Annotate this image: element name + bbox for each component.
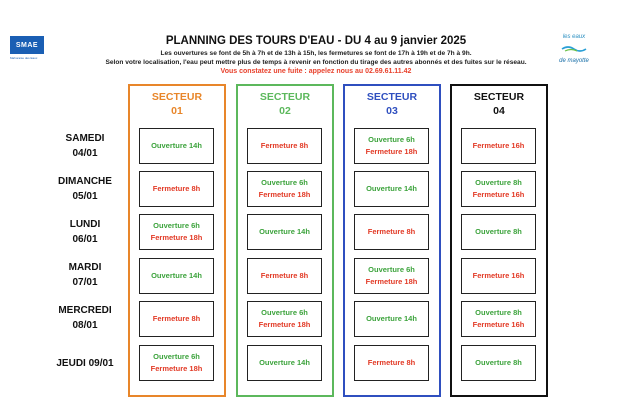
closing-time: Fermeture 16h	[472, 271, 525, 280]
schedule-cell	[354, 214, 429, 250]
closing-time: Fermeture 18h	[365, 147, 418, 156]
day-date: 06/01	[72, 234, 98, 245]
opening-time: Ouverture 6h	[153, 221, 200, 230]
schedule-cell	[247, 128, 322, 164]
sector-label: SECTEUR	[473, 91, 525, 103]
schedule-cell	[461, 171, 536, 207]
schedule-cell	[461, 301, 536, 337]
closing-time: Fermeture 18h	[150, 233, 203, 242]
opening-time: Ouverture 14h	[151, 271, 202, 280]
schedule-cell	[354, 128, 429, 164]
day-label	[48, 356, 122, 371]
sector-label: SECTEUR	[259, 91, 311, 103]
closing-time: Fermeture 8h	[152, 184, 201, 193]
opening-time: Ouverture 6h	[261, 178, 308, 187]
schedule-cell	[247, 214, 322, 250]
closing-time: Fermeture 8h	[367, 358, 416, 367]
sector-header	[452, 86, 546, 118]
day-name: LUNDI	[69, 219, 101, 230]
leak-alert: Vous constatez une fuite : appelez nous au 02.69.61.11.42	[220, 67, 412, 75]
schedule-cell	[139, 301, 214, 337]
sector-header	[130, 86, 224, 118]
schedule-cell	[247, 345, 322, 381]
opening-time: Ouverture 8h	[475, 227, 522, 236]
sector-number: 03	[386, 105, 398, 117]
schedule-info: Les ouvertures se font de 5h à 7h et de 13h à 15h, les fermetures se font de 17h à 19h et de 7h à 9h.	[160, 50, 472, 57]
sector-header	[238, 86, 332, 118]
schedule-cell	[354, 301, 429, 337]
day-name: DIMANCHE	[58, 176, 112, 187]
schedule-cell	[247, 258, 322, 294]
day-date: 07/01	[72, 277, 98, 288]
sector-number: 04	[493, 105, 505, 117]
closing-time: Fermeture 16h	[472, 320, 525, 329]
opening-time: Ouverture 14h	[366, 184, 417, 193]
eaux-mayotte-logo-line1: les eaux	[562, 34, 586, 40]
schedule-cell	[247, 301, 322, 337]
schedule-cell	[139, 258, 214, 294]
closing-time: Fermeture 18h	[150, 364, 203, 373]
opening-time: Ouverture 8h	[475, 358, 522, 367]
day-name: SAMEDI	[65, 133, 105, 144]
schedule-cell	[354, 345, 429, 381]
closing-time: Fermeture 8h	[367, 227, 416, 236]
opening-time: Ouverture 14h	[259, 227, 310, 236]
opening-time: Ouverture 14h	[151, 141, 202, 150]
day-name: MERCREDI	[58, 305, 112, 316]
opening-time: Ouverture 14h	[366, 314, 417, 323]
closing-time: Fermeture 16h	[472, 190, 525, 199]
day-name: MARDI	[68, 262, 102, 273]
closing-time: Fermeture 8h	[260, 141, 309, 150]
smae-logo-mark: SMAE	[10, 36, 44, 54]
day-label	[48, 131, 122, 161]
sector-header	[345, 86, 439, 118]
schedule-cell	[139, 128, 214, 164]
eaux-mayotte-logo-line2: de mayotte	[559, 58, 589, 64]
day-label	[48, 260, 122, 290]
sector-label: SECTEUR	[366, 91, 418, 103]
schedule-cell	[139, 345, 214, 381]
opening-time: Ouverture 6h	[261, 308, 308, 317]
opening-time: Ouverture 6h	[153, 352, 200, 361]
day-date: 05/01	[72, 191, 98, 202]
closing-time: Fermeture 18h	[365, 277, 418, 286]
day-label	[48, 303, 122, 333]
day-label	[48, 217, 122, 247]
closing-time: Fermeture 8h	[152, 314, 201, 323]
schedule-cell	[139, 214, 214, 250]
schedule-cell	[139, 171, 214, 207]
closing-time: Fermeture 8h	[260, 271, 309, 280]
schedule-cell	[461, 128, 536, 164]
schedule-cell	[461, 258, 536, 294]
schedule-cell	[461, 214, 536, 250]
smae-logo-subtitle: Mahoraise des Eaux	[10, 56, 38, 60]
day-name: JEUDI 09/01	[56, 358, 114, 369]
page-title: PLANNING DES TOURS D'EAU - DU 4 au 9 janvier 2025	[165, 35, 467, 47]
opening-time: Ouverture 14h	[259, 358, 310, 367]
schedule-cell	[354, 171, 429, 207]
sector-label: SECTEUR	[151, 91, 203, 103]
schedule-cell	[461, 345, 536, 381]
schedule-cell	[354, 258, 429, 294]
opening-time: Ouverture 6h	[368, 265, 415, 274]
day-label	[48, 174, 122, 204]
day-date: 04/01	[72, 148, 98, 159]
closing-time: Fermeture 18h	[258, 320, 311, 329]
page-header	[0, 35, 632, 75]
closing-time: Fermeture 18h	[258, 190, 311, 199]
sector-number: 01	[171, 105, 183, 117]
sector-number: 02	[279, 105, 291, 117]
opening-time: Ouverture 8h	[475, 178, 522, 187]
opening-time: Ouverture 6h	[368, 135, 415, 144]
delay-info: Selon votre localisation, l'eau peut mettre plus de temps à revenir en fonction du tirage des autres abonnés et des fuites sur le réseau.	[105, 58, 527, 66]
opening-time: Ouverture 8h	[475, 308, 522, 317]
day-date: 08/01	[72, 320, 98, 331]
schedule-cell	[247, 171, 322, 207]
closing-time: Fermeture 16h	[472, 141, 525, 150]
